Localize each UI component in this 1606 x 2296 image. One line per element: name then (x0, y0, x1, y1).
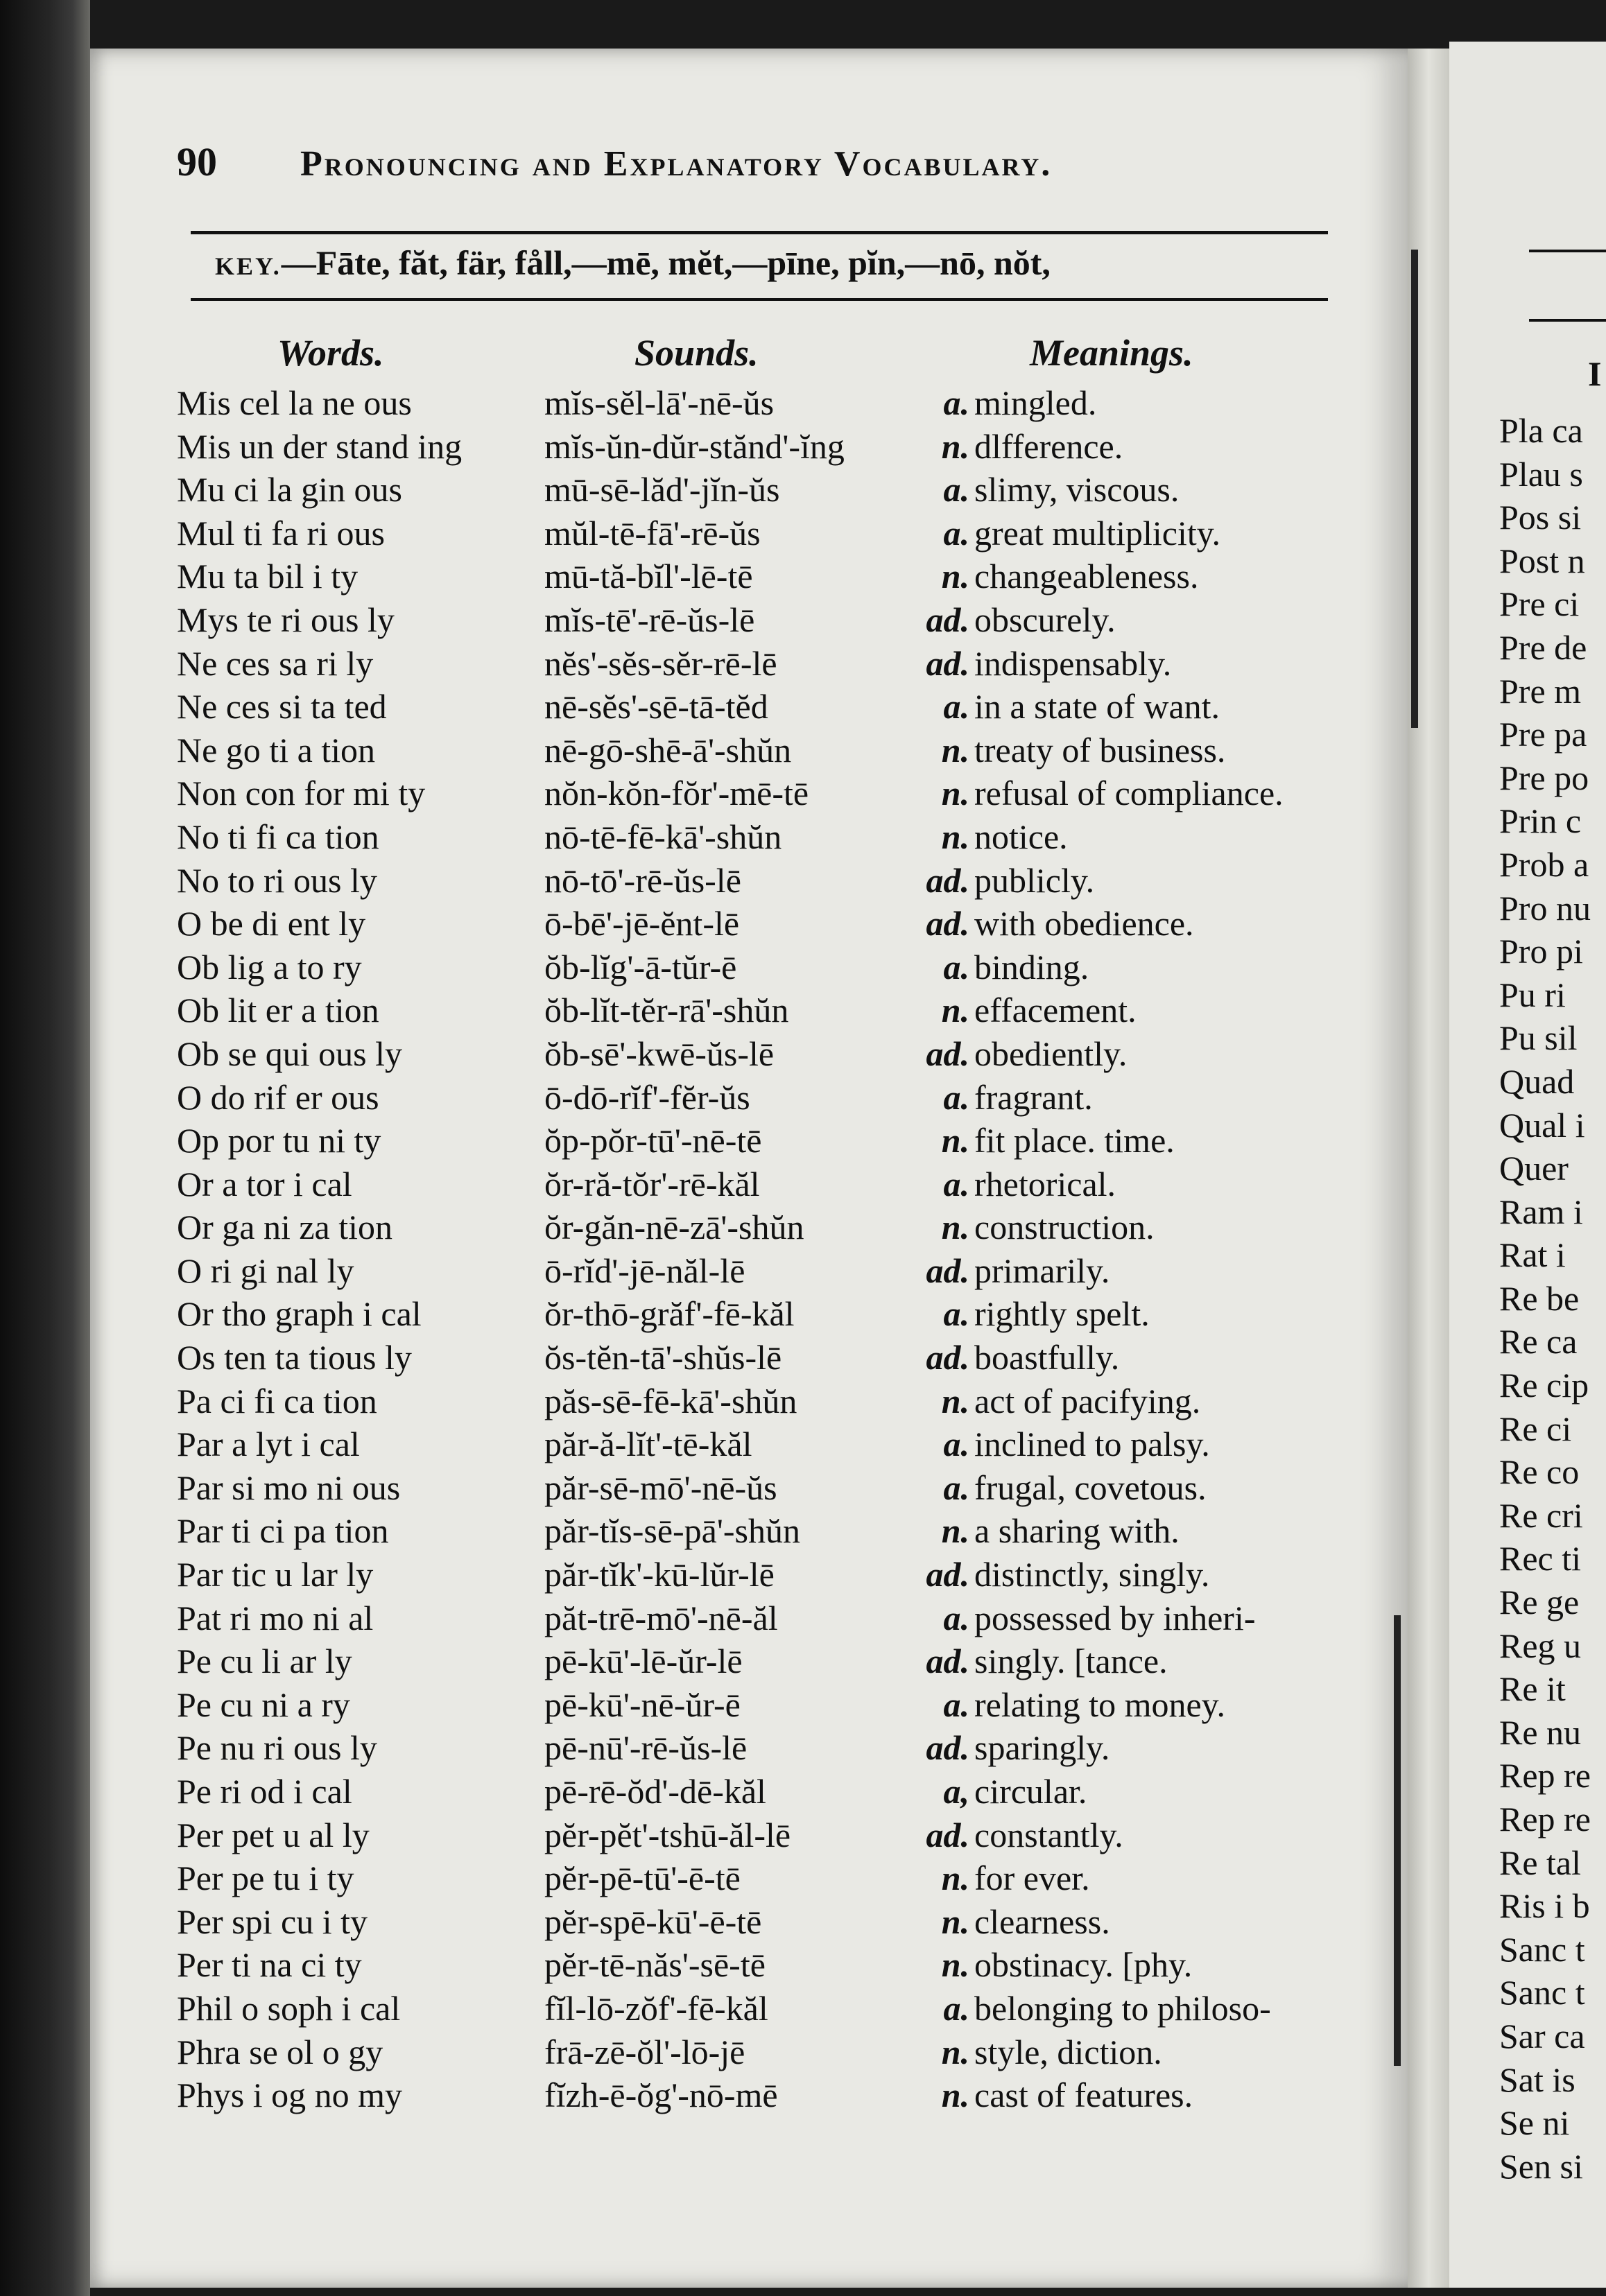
list-item (0, 426, 1408, 470)
list-item (0, 860, 1408, 904)
entry-sound: ŏb-sē'-kwē-ŭs-lē (544, 1034, 775, 1073)
entry-sound: fĭzh-ē-ŏg'-nō-mē (544, 2076, 778, 2115)
entry-word: Phra se ol o gy (177, 2032, 383, 2071)
entry-part-of-speech: ad. (926, 1338, 969, 1377)
entry-word: Ne go ti a tion (177, 730, 376, 769)
entry-word: O ri gi nal ly (177, 1251, 354, 1290)
facing-word-fragment: Reg u (1499, 1626, 1582, 1665)
entry-meaning: changeableness. (974, 557, 1199, 596)
entry-sound: pĕr-pē-tū'-ē-tē (544, 1859, 741, 1898)
header-rule-bottom (191, 298, 1328, 301)
entry-word: Per pet u al ly (177, 1815, 370, 1854)
entry-word: Os ten ta tious ly (177, 1338, 412, 1377)
entry-meaning: sparingly. (974, 1728, 1110, 1768)
facing-word-fragment: Rep re (1499, 1800, 1591, 1838)
entry-meaning: belonging to philoso- (974, 1988, 1271, 2028)
entry-meaning: construction. (974, 1208, 1155, 1247)
list-item (0, 1164, 1408, 1208)
entry-word: Non con for mi ty (177, 774, 426, 813)
entry-sound: ŏb-lĭt-tĕr-rā'-shŭn (544, 991, 789, 1030)
entry-part-of-speech: ad. (926, 600, 969, 639)
list-item (0, 1728, 1408, 1771)
facing-word-fragment: Sanc t (1499, 1973, 1585, 2012)
entry-part-of-speech: n. (941, 774, 969, 813)
entry-part-of-speech: a. (943, 1425, 969, 1464)
entry-sound: păt-trē-mō'-nē-ăl (544, 1598, 778, 1637)
entry-meaning: rhetorical. (974, 1164, 1116, 1203)
entry-meaning: singly. [tance. (974, 1642, 1168, 1681)
list-item (0, 1251, 1408, 1294)
entry-meaning: fit place. time. (974, 1121, 1175, 1160)
entry-part-of-speech: n. (941, 991, 969, 1030)
entry-sound: păr-ă-lĭt'-tē-kăl (544, 1425, 752, 1464)
entry-meaning: publicly. (974, 860, 1095, 900)
entry-meaning: primarily. (974, 1251, 1110, 1290)
facing-word-fragment: Quer (1499, 1149, 1569, 1188)
entry-meaning: indispensably. (974, 643, 1172, 683)
entry-word: Mys te ri ous ly (177, 600, 395, 639)
facing-word-fragment: Pre po (1499, 758, 1589, 797)
list-item (0, 1598, 1408, 1642)
entry-sound: ō-bē'-jē-ĕnt-lē (544, 904, 740, 943)
list-item (0, 903, 1408, 947)
entry-word: Ob se qui ous ly (177, 1034, 402, 1073)
facing-word-fragment: Re cri (1499, 1495, 1583, 1535)
entry-sound: pē-kū'-nē-ŭr-ē (544, 1685, 741, 1724)
facing-word-fragment: Pu sil (1499, 1018, 1578, 1058)
facing-word-fragment: Re it (1499, 1669, 1566, 1709)
entry-sound: nē-gō-shē-ā'-shŭn (544, 730, 792, 769)
facing-word-fragment: Prin c (1499, 801, 1582, 841)
entry-part-of-speech: a, (943, 1772, 969, 1811)
entry-part-of-speech: n. (941, 2032, 969, 2071)
entry-meaning: effacement. (974, 991, 1137, 1030)
entry-meaning: slimy, viscous. (974, 470, 1180, 510)
entry-sound: mĭs-sĕl-lā'-nē-ŭs (544, 383, 775, 422)
entry-word: Mu ci la gin ous (177, 470, 402, 510)
entry-part-of-speech: ad. (926, 643, 969, 683)
list-item (0, 686, 1408, 730)
facing-word-fragment: Sanc t (1499, 1929, 1585, 1969)
facing-word-fragment: Pla ca (1499, 411, 1583, 450)
list-item (0, 643, 1408, 687)
facing-word-fragment: Pre de (1499, 627, 1587, 667)
entry-sound: pĕr-spē-kū'-ē-tē (544, 1902, 762, 1941)
entry-meaning: style, diction. (974, 2032, 1162, 2071)
entry-part-of-speech: n. (941, 1381, 969, 1420)
list-item (0, 817, 1408, 860)
entry-sound: pĕr-pĕt'-tshū-ăl-lē (544, 1815, 791, 1854)
entry-word: Pe cu li ar ly (177, 1642, 352, 1681)
entry-word: Mis cel la ne ous (177, 383, 412, 422)
entry-part-of-speech: ad. (926, 1555, 969, 1594)
facing-word-fragment: Re cip (1499, 1366, 1589, 1405)
entry-word: Per ti na ci ty (177, 1945, 362, 1985)
entry-part-of-speech: a. (943, 1988, 969, 2028)
facing-word-fragment: Sat is (1499, 2060, 1575, 2099)
list-item (0, 1034, 1408, 1077)
entry-sound: mū-tă-bĭl'-lē-tē (544, 557, 753, 596)
entry-word: No ti fi ca tion (177, 817, 379, 856)
facing-word-fragment: Re ca (1499, 1322, 1578, 1362)
running-head (177, 139, 1383, 201)
facing-word-fragment: Post n (1499, 541, 1585, 580)
entry-part-of-speech: n. (941, 1945, 969, 1985)
list-item (0, 1077, 1408, 1121)
entry-sound: mŭl-tē-fā'-rē-ŭs (544, 513, 761, 553)
entry-sound: fĭl-lō-zŏf'-fē-kăl (544, 1988, 768, 2028)
facing-word-fragment: Pre pa (1499, 715, 1587, 754)
list-item (0, 1554, 1408, 1598)
facing-word-fragment: Pos si (1499, 498, 1582, 537)
entry-word: No to ri ous ly (177, 860, 377, 900)
entry-word: O do rif er ous (177, 1077, 379, 1117)
entry-word: Pat ri mo ni al (177, 1598, 374, 1637)
entry-part-of-speech: n. (941, 426, 969, 466)
entry-part-of-speech: n. (941, 2076, 969, 2115)
entry-part-of-speech: ad. (926, 1815, 969, 1854)
entry-meaning: a sharing with. (974, 1511, 1180, 1551)
entry-part-of-speech: ad. (926, 1034, 969, 1073)
entry-part-of-speech: ad. (926, 860, 969, 900)
facing-word-fragment: Se ni (1499, 2103, 1570, 2143)
list-item (0, 1424, 1408, 1468)
entry-sound: păs-sē-fē-kā'-shŭn (544, 1381, 797, 1420)
entry-part-of-speech: n. (941, 1859, 969, 1898)
entry-meaning: dlfference. (974, 426, 1123, 466)
entry-meaning: refusal of compliance. (974, 774, 1284, 813)
entry-word: Pe nu ri ous ly (177, 1728, 377, 1768)
entry-sound: mĭs-tē'-rē-ŭs-lē (544, 600, 755, 639)
entry-sound: păr-tĭs-sē-pā'-shŭn (544, 1511, 800, 1551)
facing-word-fragment: Quad (1499, 1061, 1575, 1101)
entry-meaning: distinctly, singly. (974, 1555, 1210, 1594)
facing-word-fragment: Qual i (1499, 1105, 1585, 1145)
list-item (0, 600, 1408, 643)
entry-word: Or tho graph i cal (177, 1294, 422, 1334)
entry-meaning: obediently. (974, 1034, 1128, 1073)
entry-sound: nē-sĕs'-sē-tā-tĕd (544, 687, 768, 727)
entry-part-of-speech: a. (943, 470, 969, 510)
entry-sound: păr-sē-mō'-nē-ŭs (544, 1468, 777, 1507)
entry-part-of-speech: ad. (926, 1728, 969, 1768)
list-item (0, 383, 1408, 426)
entry-part-of-speech: ad. (926, 904, 969, 943)
entry-meaning: notice. (974, 817, 1068, 856)
entry-part-of-speech: n. (941, 1511, 969, 1551)
entry-meaning: possessed by inheri- (974, 1598, 1256, 1637)
entry-meaning: rightly spelt. (974, 1294, 1150, 1334)
facing-word-fragment: Ris i b (1499, 1886, 1590, 1926)
list-item (0, 1858, 1408, 1902)
list-item (0, 1641, 1408, 1685)
list-item (0, 730, 1408, 774)
entry-word: Or a tor i cal (177, 1164, 352, 1203)
facing-word-fragment: Sen si (1499, 2146, 1583, 2186)
entry-part-of-speech: a. (943, 1598, 969, 1637)
facing-word-fragment: Rec ti (1499, 1539, 1582, 1578)
entry-part-of-speech: n. (941, 1208, 969, 1247)
entry-sound: ō-rĭd'-jē-năl-lē (544, 1251, 745, 1290)
list-item (0, 1685, 1408, 1728)
entry-word: Op por tu ni ty (177, 1121, 381, 1160)
entry-sound: ŏr-ră-tŏr'-rē-kăl (544, 1164, 760, 1203)
entry-sound: pē-kū'-lē-ŭr-lē (544, 1642, 743, 1681)
entry-sound: ŏs-tĕn-tā'-shŭs-lē (544, 1338, 782, 1377)
facing-word-fragment: Pre m (1499, 671, 1582, 711)
entry-meaning: obstinacy. [phy. (974, 1945, 1193, 1985)
list-item (0, 947, 1408, 991)
vocabulary-list (0, 383, 1408, 2119)
facing-word-fragment: Re tal (1499, 1843, 1582, 1882)
facing-word-fragment: Re co (1499, 1452, 1580, 1492)
entry-sound: pē-rē-ŏd'-dē-kăl (544, 1772, 766, 1811)
entry-word: Ob lit er a tion (177, 991, 379, 1030)
entry-part-of-speech: a. (943, 687, 969, 727)
entry-meaning: frugal, covetous. (974, 1468, 1207, 1507)
list-item (0, 1207, 1408, 1251)
list-item (0, 1945, 1408, 1988)
entry-sound: pē-nū'-rē-ŭs-lē (544, 1728, 748, 1768)
entry-word: Ne ces sa ri ly (177, 643, 374, 683)
column-header-words: Words. (277, 332, 384, 374)
entry-word: Mu ta bil i ty (177, 557, 359, 596)
list-item (0, 1902, 1408, 1945)
entry-word: Mis un der stand ing (177, 426, 463, 466)
entry-part-of-speech: n. (941, 817, 969, 856)
entry-word: Mul ti fa ri ous (177, 513, 385, 553)
entry-meaning: inclined to palsy. (974, 1425, 1210, 1464)
entry-part-of-speech: ad. (926, 1251, 969, 1290)
list-item (0, 513, 1408, 557)
list-item (0, 2075, 1408, 2119)
entry-part-of-speech: ad. (926, 1642, 969, 1681)
entry-sound: frā-zē-ŏl'-lō-jē (544, 2032, 745, 2071)
entry-sound: mū-sē-lăd'-jĭn-ŭs (544, 470, 780, 510)
header-rule-top (191, 231, 1328, 234)
list-item (0, 1511, 1408, 1554)
entry-word: Phys i og no my (177, 2076, 403, 2115)
list-item (0, 1988, 1408, 2032)
column-headers (177, 331, 1370, 380)
facing-word-fragment: Sar ca (1499, 2016, 1585, 2055)
entry-meaning: obscurely. (974, 600, 1116, 639)
list-item (0, 1337, 1408, 1381)
list-item (0, 990, 1408, 1034)
entry-word: Per pe tu i ty (177, 1859, 354, 1898)
entry-part-of-speech: n. (941, 730, 969, 769)
list-item (0, 1771, 1408, 1815)
entry-sound: ŏb-lĭg'-ā-tŭr-ē (544, 947, 737, 986)
page-title: Pronouncing and Explanatory Vocabulary. (300, 144, 1053, 184)
facing-rule-bottom (1529, 319, 1606, 322)
facing-page-words (1499, 410, 1606, 2189)
facing-rule-top (1529, 250, 1606, 252)
facing-word-fragment: Re be (1499, 1278, 1580, 1318)
entry-part-of-speech: a. (943, 1468, 969, 1507)
entry-meaning: treaty of business. (974, 730, 1226, 769)
entry-meaning: great multiplicity. (974, 513, 1221, 553)
entry-word: Or ga ni za tion (177, 1208, 393, 1247)
key-text: —Fāte, făt, fär, fåll,—mē, mĕt,—pīne, pĭn,—nō, nŏt, (281, 243, 1051, 282)
list-item (0, 773, 1408, 817)
entry-meaning: binding. (974, 947, 1089, 986)
entry-meaning: for ever. (974, 1859, 1090, 1898)
entry-meaning: cast of features. (974, 2076, 1193, 2115)
entry-part-of-speech: a. (943, 1077, 969, 1117)
entry-part-of-speech: n. (941, 1902, 969, 1941)
entry-meaning: circular. (974, 1772, 1087, 1811)
entry-word: Par tic u lar ly (177, 1555, 374, 1594)
facing-word-fragment: Re ci (1499, 1409, 1572, 1448)
entry-sound: ŏp-pŏr-tū'-nē-tē (544, 1121, 762, 1160)
entry-meaning: mingled. (974, 383, 1097, 422)
facing-word-fragment: Re ge (1499, 1583, 1580, 1622)
facing-page-letter: I (1588, 354, 1602, 393)
entry-word: Par a lyt i cal (177, 1425, 360, 1464)
facing-word-fragment: Prob a (1499, 844, 1589, 884)
column-header-meanings: Meanings. (1030, 332, 1193, 374)
facing-word-fragment: Pro pi (1499, 932, 1583, 971)
entry-word: Pe cu ni a ry (177, 1685, 350, 1724)
entry-part-of-speech: a. (943, 1685, 969, 1724)
entry-word: Par ti ci pa tion (177, 1511, 389, 1551)
entry-word: Par si mo ni ous (177, 1468, 401, 1507)
entry-part-of-speech: a. (943, 947, 969, 986)
entry-sound: ō-dō-rĭf'-fĕr-ŭs (544, 1077, 750, 1117)
key-label: KEY. (215, 252, 282, 280)
facing-word-fragment: Plau s (1499, 454, 1583, 494)
list-item (0, 1381, 1408, 1425)
entry-part-of-speech: n. (941, 1121, 969, 1160)
entry-word: Ne ces si ta ted (177, 687, 387, 727)
entry-meaning: boastfully. (974, 1338, 1120, 1377)
entry-word: Per spi cu i ty (177, 1902, 368, 1941)
facing-word-fragment: Pre ci (1499, 584, 1580, 624)
column-header-sounds: Sounds. (634, 332, 759, 374)
facing-word-fragment: Pro nu (1499, 888, 1591, 928)
margin-bracket-upper (1411, 250, 1418, 728)
list-item (0, 556, 1408, 600)
entry-sound: nō-tē-fē-kā'-shŭn (544, 817, 782, 856)
entry-part-of-speech: a. (943, 383, 969, 422)
facing-word-fragment: Pu ri (1499, 975, 1566, 1014)
list-item (0, 469, 1408, 513)
entry-meaning: clearness. (974, 1902, 1110, 1941)
entry-sound: nō-tō'-rē-ŭs-lē (544, 860, 741, 900)
list-item (0, 1468, 1408, 1511)
entry-meaning: fragrant. (974, 1077, 1093, 1117)
entry-sound: ŏr-thō-grăf'-fē-kăl (544, 1294, 795, 1334)
entry-part-of-speech: a. (943, 1294, 969, 1334)
entry-meaning: with obedience. (974, 904, 1194, 943)
entry-meaning: constantly. (974, 1815, 1123, 1854)
entry-sound: pĕr-tē-năs'-sē-tē (544, 1945, 766, 1985)
entry-sound: nĕs'-sĕs-sĕr-rē-lē (544, 643, 777, 683)
entry-word: Ob lig a to ry (177, 947, 362, 986)
entry-word: Pe ri od i cal (177, 1772, 352, 1811)
entry-sound: nŏn-kŏn-fŏr'-mē-tē (544, 774, 809, 813)
list-item (0, 1815, 1408, 1859)
facing-word-fragment: Re nu (1499, 1712, 1582, 1752)
entry-meaning: in a state of want. (974, 687, 1220, 727)
entry-part-of-speech: a. (943, 1164, 969, 1203)
entry-word: Phil o soph i cal (177, 1988, 401, 2028)
facing-word-fragment: Ram i (1499, 1192, 1583, 1231)
facing-word-fragment: Rep re (1499, 1756, 1591, 1795)
list-item (0, 1294, 1408, 1337)
list-item (0, 2032, 1408, 2076)
entry-word: Pa ci fi ca tion (177, 1381, 377, 1420)
list-item (0, 1120, 1408, 1164)
page-number: 90 (177, 139, 217, 184)
entry-sound: ŏr-găn-nē-zā'-shŭn (544, 1208, 804, 1247)
entry-word: O be di ent ly (177, 904, 366, 943)
margin-bracket-lower (1394, 1615, 1401, 2066)
facing-word-fragment: Rat i (1499, 1235, 1566, 1275)
entry-meaning: act of pacifying. (974, 1381, 1201, 1420)
entry-part-of-speech: n. (941, 557, 969, 596)
entry-sound: păr-tĭk'-kū-lŭr-lē (544, 1555, 775, 1594)
entry-part-of-speech: a. (943, 513, 969, 553)
entry-meaning: relating to money. (974, 1685, 1225, 1724)
pronunciation-key (215, 243, 1324, 283)
entry-sound: mĭs-ŭn-dŭr-stănd'-ĭng (544, 426, 845, 466)
